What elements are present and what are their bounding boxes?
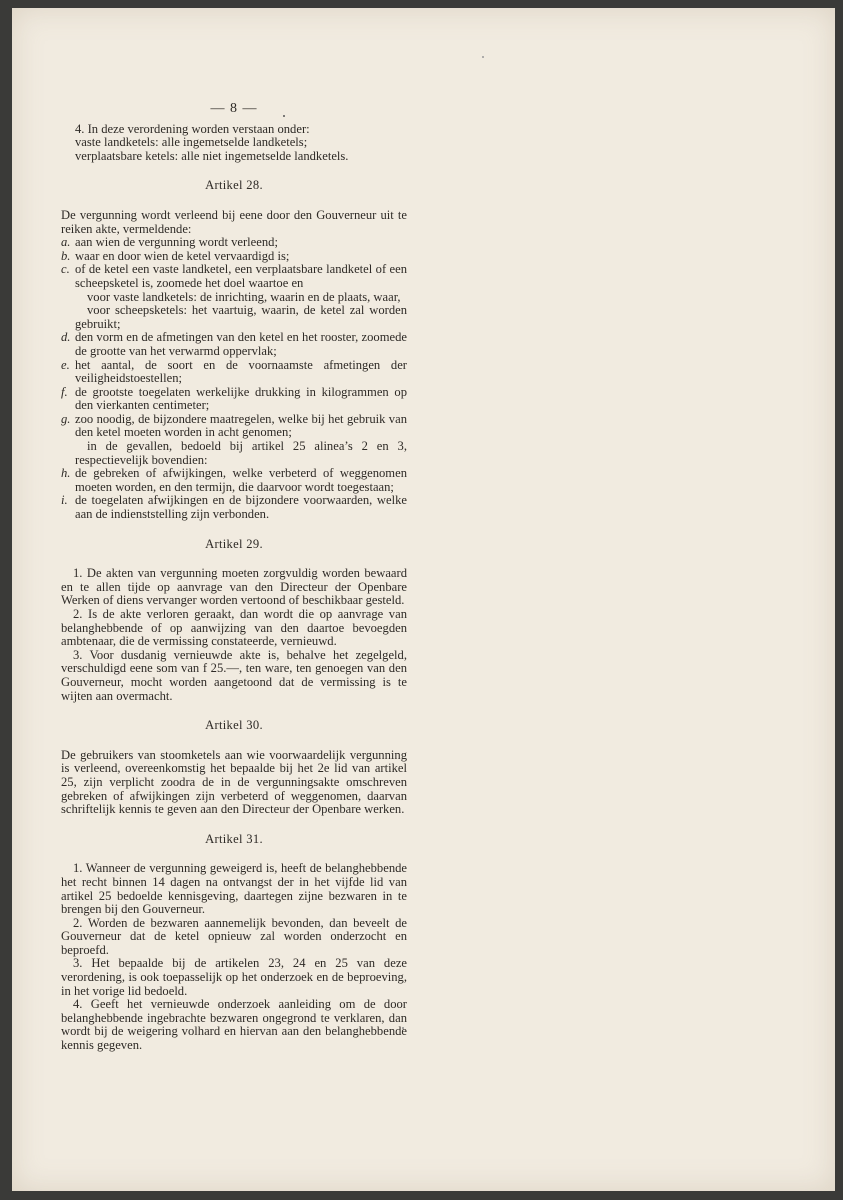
item-letter: e.	[61, 357, 70, 372]
article-31-paragraph: 2. Worden de bezwaren aannemelijk bevonden, dan beveelt de Gouverneur dat de ketel opnieuw zal worden onderzocht en beproefd.	[61, 915, 407, 957]
intro-line: vaste landketels: alle ingemetselde landketels;	[75, 135, 308, 150]
document-page	[12, 8, 835, 1191]
list-item	[61, 494, 407, 521]
article-29-paragraph: 1. De akten van vergunning moeten zorgvuldig worden bewaard en te allen tijde op aanvrage van den Directeur der Openbare Werken of diens vervanger worden vertoond of beschikbaar gesteld.	[61, 566, 407, 608]
intro-line: 4. In deze verordening worden verstaan onder:	[75, 121, 310, 136]
list-item	[61, 467, 407, 494]
list-item	[61, 359, 407, 386]
item-sub-text: voor vaste landketels: de inrichting, waarin en de plaats, waar,	[87, 289, 401, 304]
list-item	[61, 263, 407, 290]
article-30-paragraph: De gebruikers van stoomketels aan wie voorwaardelijk vergunning is verleend, overeenkomstig het bepaalde bij het 2e lid van artikel 25, zijn verplicht zoodra de in de vergunningsakte omschreven gebreken of afwijkingen zijn verbeterd of weggenomen, daarvan schriftelijk kennis te geven aan den Directeur der Openbare werken.	[61, 747, 407, 817]
list-item	[61, 386, 407, 413]
article-28-heading: Artikel 28.	[205, 178, 263, 193]
item-text: of de ketel een vaste landketel, een verplaatsbare landketel of een scheepsketel is, zoomede het doel waartoe en	[75, 262, 407, 290]
item-text: waar en door wien de ketel vervaardigd is;	[75, 248, 290, 263]
item-text: de grootste toegelaten werkelijke drukking in kilogrammen op den vierkanten centimeter;	[75, 384, 407, 413]
article-29-paragraph: 2. Is de akte verloren geraakt, dan wordt die op aanvrage van belanghebbende of op aanwijzing van den daartoe bevoegden ambtenaar, die de vermissing constateerde, vernieuwd.	[61, 607, 407, 649]
intro-line: verplaatsbare ketels: alle niet ingemetselde landketels.	[75, 148, 349, 163]
item-text: de gebreken of afwijkingen, welke verbeterd of weggenomen moeten worden, en den termijn, die daarvoor wordt toegestaan;	[75, 466, 407, 494]
item-letter: a.	[61, 235, 71, 250]
item-text: zoo noodig, de bijzondere maatregelen, welke bij het gebruik van den ketel moeten worden in acht genomen;	[75, 411, 407, 440]
list-item	[61, 236, 407, 250]
article-31-paragraph: 3. Het bepaalde bij de artikelen 23, 24 en 25 van deze verordening, is ook toepasselijk op het onderzoek en de beproeving, in het vorige lid bedoeld.	[61, 956, 407, 998]
article-31-paragraph: 1. Wanneer de vergunning geweigerd is, heeft de belanghebbende het recht binnen 14 dagen na ontvangst der in het vijfde lid van artikel 25 bedoelde kennisgeving, daartegen zijne bezwaren in te brengen bij den Gouverneur.	[61, 861, 407, 917]
item-text: de toegelaten afwijkingen en de bijzondere voorwaarden, welke aan de indienststelling zijn verbonden.	[75, 493, 407, 522]
item-letter: d.	[61, 330, 71, 345]
item-text: het aantal, de soort en de voornaamste afmetingen der veiligheidstoestellen;	[75, 357, 407, 386]
text-column	[61, 102, 407, 1053]
list-item	[61, 413, 407, 440]
item-sub-text: voor scheepsketels: het vaartuig, waarin, de ketel zal worden gebruikt;	[75, 303, 407, 331]
article-29-paragraph: 3. Voor dusdanig vernieuwde akte is, behalve het zegelgeld, verschuldigd eene som van f 25.—, ten ware, ten genoegen van den Gouverneur, mocht worden aangetoond dat de vermissing is te wijten aan overmacht.	[61, 647, 407, 703]
item-letter: i.	[61, 493, 68, 508]
ink-speck	[482, 56, 484, 58]
item-letter: g.	[61, 411, 71, 426]
item-sub-text: in de gevallen, bedoeld bij artikel 25 alinea’s 2 en 3, respectievelijk bovendien:	[75, 439, 407, 467]
article-30-heading: Artikel 30.	[205, 718, 263, 733]
page-number: — 8 —	[210, 101, 258, 116]
list-item	[61, 250, 407, 264]
item-text: den vorm en de afmetingen van den ketel en het rooster, zoomede de grootte van het verwarmd oppervlak;	[75, 330, 407, 358]
item-letter: h.	[61, 466, 71, 481]
list-item	[61, 331, 407, 358]
article-31-heading: Artikel 31.	[205, 831, 263, 846]
article-28-lead: De vergunning wordt verleend bij eene door den Gouverneur uit te reiken akte, vermeldende:	[61, 207, 407, 236]
article-29-heading: Artikel 29.	[205, 536, 263, 551]
item-letter: f.	[61, 384, 68, 399]
item-letter: b.	[61, 248, 71, 263]
item-text: aan wien de vergunning wordt verleend;	[75, 235, 278, 250]
article-31-paragraph: 4. Geeft het vernieuwde onderzoek aanleiding om de door belanghebbende ingebrachte bezwaren ongegrond te verklaren, dan wordt bij de weigering volhard en hiervan aan den belanghebbende kennis gegeven.	[61, 997, 407, 1053]
item-letter: c.	[61, 262, 70, 277]
